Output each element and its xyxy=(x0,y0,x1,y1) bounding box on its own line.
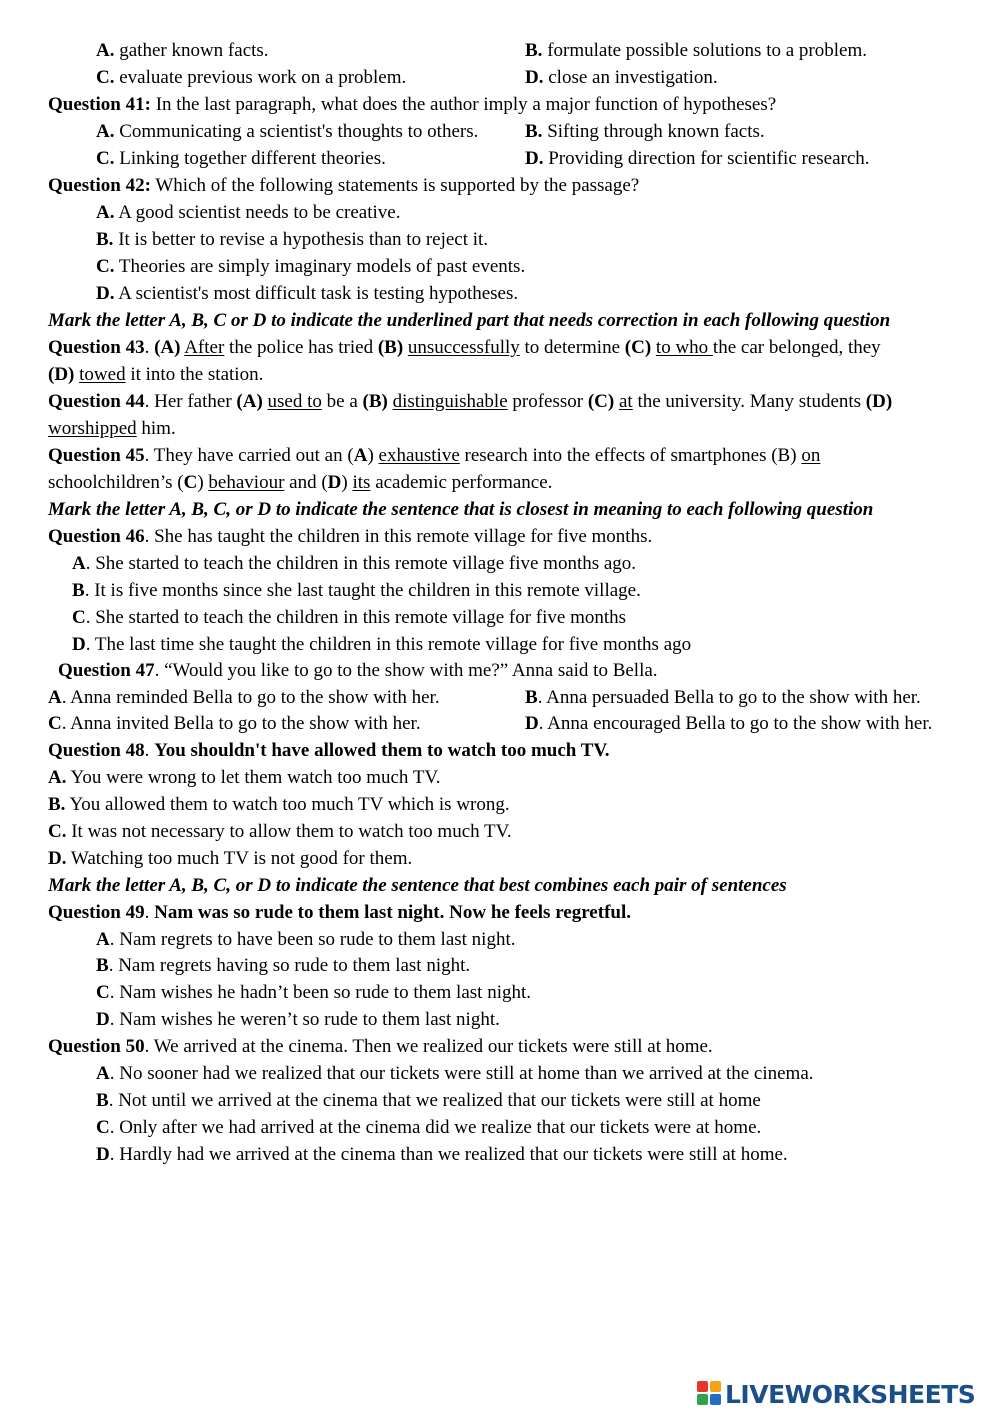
q47-option-b[interactable]: B. Anna persuaded Bella to go to the show with her. xyxy=(525,687,921,708)
q44-underline-d[interactable]: worshipped xyxy=(48,418,137,439)
q42-stem: Question 42: Which of the following statements is supported by the passage? xyxy=(48,175,640,196)
q47-stem: Question 47. “Would you like to go to the show with me?” Anna said to Bella. xyxy=(58,660,658,681)
q42-option-d[interactable]: D. A scientist's most difficult task is testing hypotheses. xyxy=(96,283,519,304)
q41-option-c[interactable]: C. Linking together different theories. xyxy=(96,148,386,169)
q47-option-d[interactable]: D. Anna encouraged Bella to go to the show with her. xyxy=(525,713,933,734)
q40-option-a[interactable]: A. gather known facts. xyxy=(96,40,269,61)
q49-option-d[interactable]: D. Nam wishes he weren’t so rude to them last night. xyxy=(96,1009,500,1030)
q47-option-a[interactable]: A. Anna reminded Bella to go to the show with her. xyxy=(48,687,440,708)
section-instruction-meaning: Mark the letter A, B, C, or D to indicate the sentence that is closest in meaning to each following question xyxy=(48,499,874,520)
section-instruction-correction: Mark the letter A, B, C or D to indicate the underlined part that needs correction in each following question xyxy=(48,310,891,331)
q49-option-a[interactable]: A. Nam regrets to have been so rude to them last night. xyxy=(96,929,516,950)
q48-option-a[interactable]: A. You were wrong to let them watch too much TV. xyxy=(48,767,441,788)
q41-stem: Question 41: In the last paragraph, what does the author imply a major function of hypotheses? xyxy=(48,94,777,115)
q46-option-b[interactable]: B. It is five months since she last taught the children in this remote village. xyxy=(72,580,641,601)
q42-option-a[interactable]: A. A good scientist needs to be creative. xyxy=(96,202,401,223)
q41-option-b[interactable]: B. Sifting through known facts. xyxy=(525,121,765,142)
q49-option-b[interactable]: B. Nam regrets having so rude to them last night. xyxy=(96,955,471,976)
q45-line-2: schoolchildren’s (C) behaviour and (D) its academic performance. xyxy=(48,472,553,493)
q46-stem: Question 46. She has taught the children in this remote village for five months. xyxy=(48,526,653,547)
q48-option-d[interactable]: D. Watching too much TV is not good for them. xyxy=(48,848,413,869)
q42-option-c[interactable]: C. Theories are simply imaginary models of past events. xyxy=(96,256,526,277)
q50-option-d[interactable]: D. Hardly had we arrived at the cinema than we realized that our tickets were still at home. xyxy=(96,1144,788,1165)
q43-underline-b[interactable]: unsuccessfully xyxy=(407,337,520,358)
logo-square-orange xyxy=(710,1381,721,1392)
section-instruction-combine: Mark the letter A, B, C, or D to indicate the sentence that best combines each pair of sentences xyxy=(48,875,787,896)
q41-option-a[interactable]: A. Communicating a scientist's thoughts to others. xyxy=(96,121,479,142)
q50-stem: Question 50. We arrived at the cinema. Then we realized our tickets were still at home. xyxy=(48,1036,713,1057)
q45-line-1: Question 45. They have carried out an (A) exhaustive research into the effects of smartphones (B) on xyxy=(48,445,821,466)
q43-underline-c[interactable]: to who xyxy=(655,337,713,358)
q50-option-a[interactable]: A. No sooner had we realized that our tickets were still at home than we arrived at the cinema. xyxy=(96,1063,814,1084)
q44-line-2: worshipped him. xyxy=(48,418,176,439)
q44-underline-b[interactable]: distinguishable xyxy=(392,391,508,412)
q43-line-1: Question 43. (A) After the police has tried (B) unsuccessfully to determine (C) to who the car belonged, they xyxy=(48,337,881,358)
q46-option-a[interactable]: A. She started to teach the children in this remote village five months ago. xyxy=(72,553,637,574)
q47-option-c[interactable]: C. Anna invited Bella to go to the show with her. xyxy=(48,713,421,734)
q45-underline-d[interactable]: its xyxy=(352,472,371,493)
q46-option-d[interactable]: D. The last time she taught the children in this remote village for five months ago xyxy=(72,634,692,655)
q41-option-d[interactable]: D. Providing direction for scientific research. xyxy=(525,148,870,169)
q48-stem: Question 48. You shouldn't have allowed them to watch too much TV. xyxy=(48,740,610,761)
logo-square-green xyxy=(697,1394,708,1405)
liveworksheets-logo-icon xyxy=(697,1381,723,1407)
liveworksheets-logo[interactable] xyxy=(697,1378,975,1410)
q44-underline-c[interactable]: at xyxy=(619,391,633,412)
q43-underline-d[interactable]: towed xyxy=(79,364,126,385)
q50-option-b[interactable]: B. Not until we arrived at the cinema that we realized that our tickets were still at home xyxy=(96,1090,761,1111)
logo-square-red xyxy=(697,1381,708,1392)
q48-option-b[interactable]: B. You allowed them to watch too much TV which is wrong. xyxy=(48,794,510,815)
logo-square-blue xyxy=(710,1394,721,1405)
q40-option-b[interactable]: B. formulate possible solutions to a problem. xyxy=(525,40,867,61)
q45-underline-a[interactable]: exhaustive xyxy=(378,445,460,466)
logo-wordmark: LIVEWORKSHEETS xyxy=(725,1379,976,1409)
q46-option-c[interactable]: C. She started to teach the children in this remote village for five months xyxy=(72,607,627,628)
q42-option-b[interactable]: B. It is better to revise a hypothesis than to reject it. xyxy=(96,229,489,250)
q50-option-c[interactable]: C. Only after we had arrived at the cinema did we realize that our tickets were at home. xyxy=(96,1117,762,1138)
q45-underline-c[interactable]: behaviour xyxy=(208,472,285,493)
q49-stem: Question 49. Nam was so rude to them last night. Now he feels regretful. xyxy=(48,902,631,923)
q43-underline-a[interactable]: After xyxy=(184,337,225,358)
q44-line-1: Question 44. Her father (A) used to be a (B) distinguishable professor (C) at the university. Many students (D) xyxy=(48,391,893,412)
q40-option-d[interactable]: D. close an investigation. xyxy=(525,67,718,88)
q44-underline-a[interactable]: used to xyxy=(267,391,322,412)
q40-option-c[interactable]: C. evaluate previous work on a problem. xyxy=(96,67,407,88)
q43-line-2: (D) towed it into the station. xyxy=(48,364,264,385)
q45-underline-b[interactable]: on xyxy=(801,445,821,466)
q49-option-c[interactable]: C. Nam wishes he hadn’t been so rude to them last night. xyxy=(96,982,531,1003)
q48-option-c[interactable]: C. It was not necessary to allow them to watch too much TV. xyxy=(48,821,512,842)
